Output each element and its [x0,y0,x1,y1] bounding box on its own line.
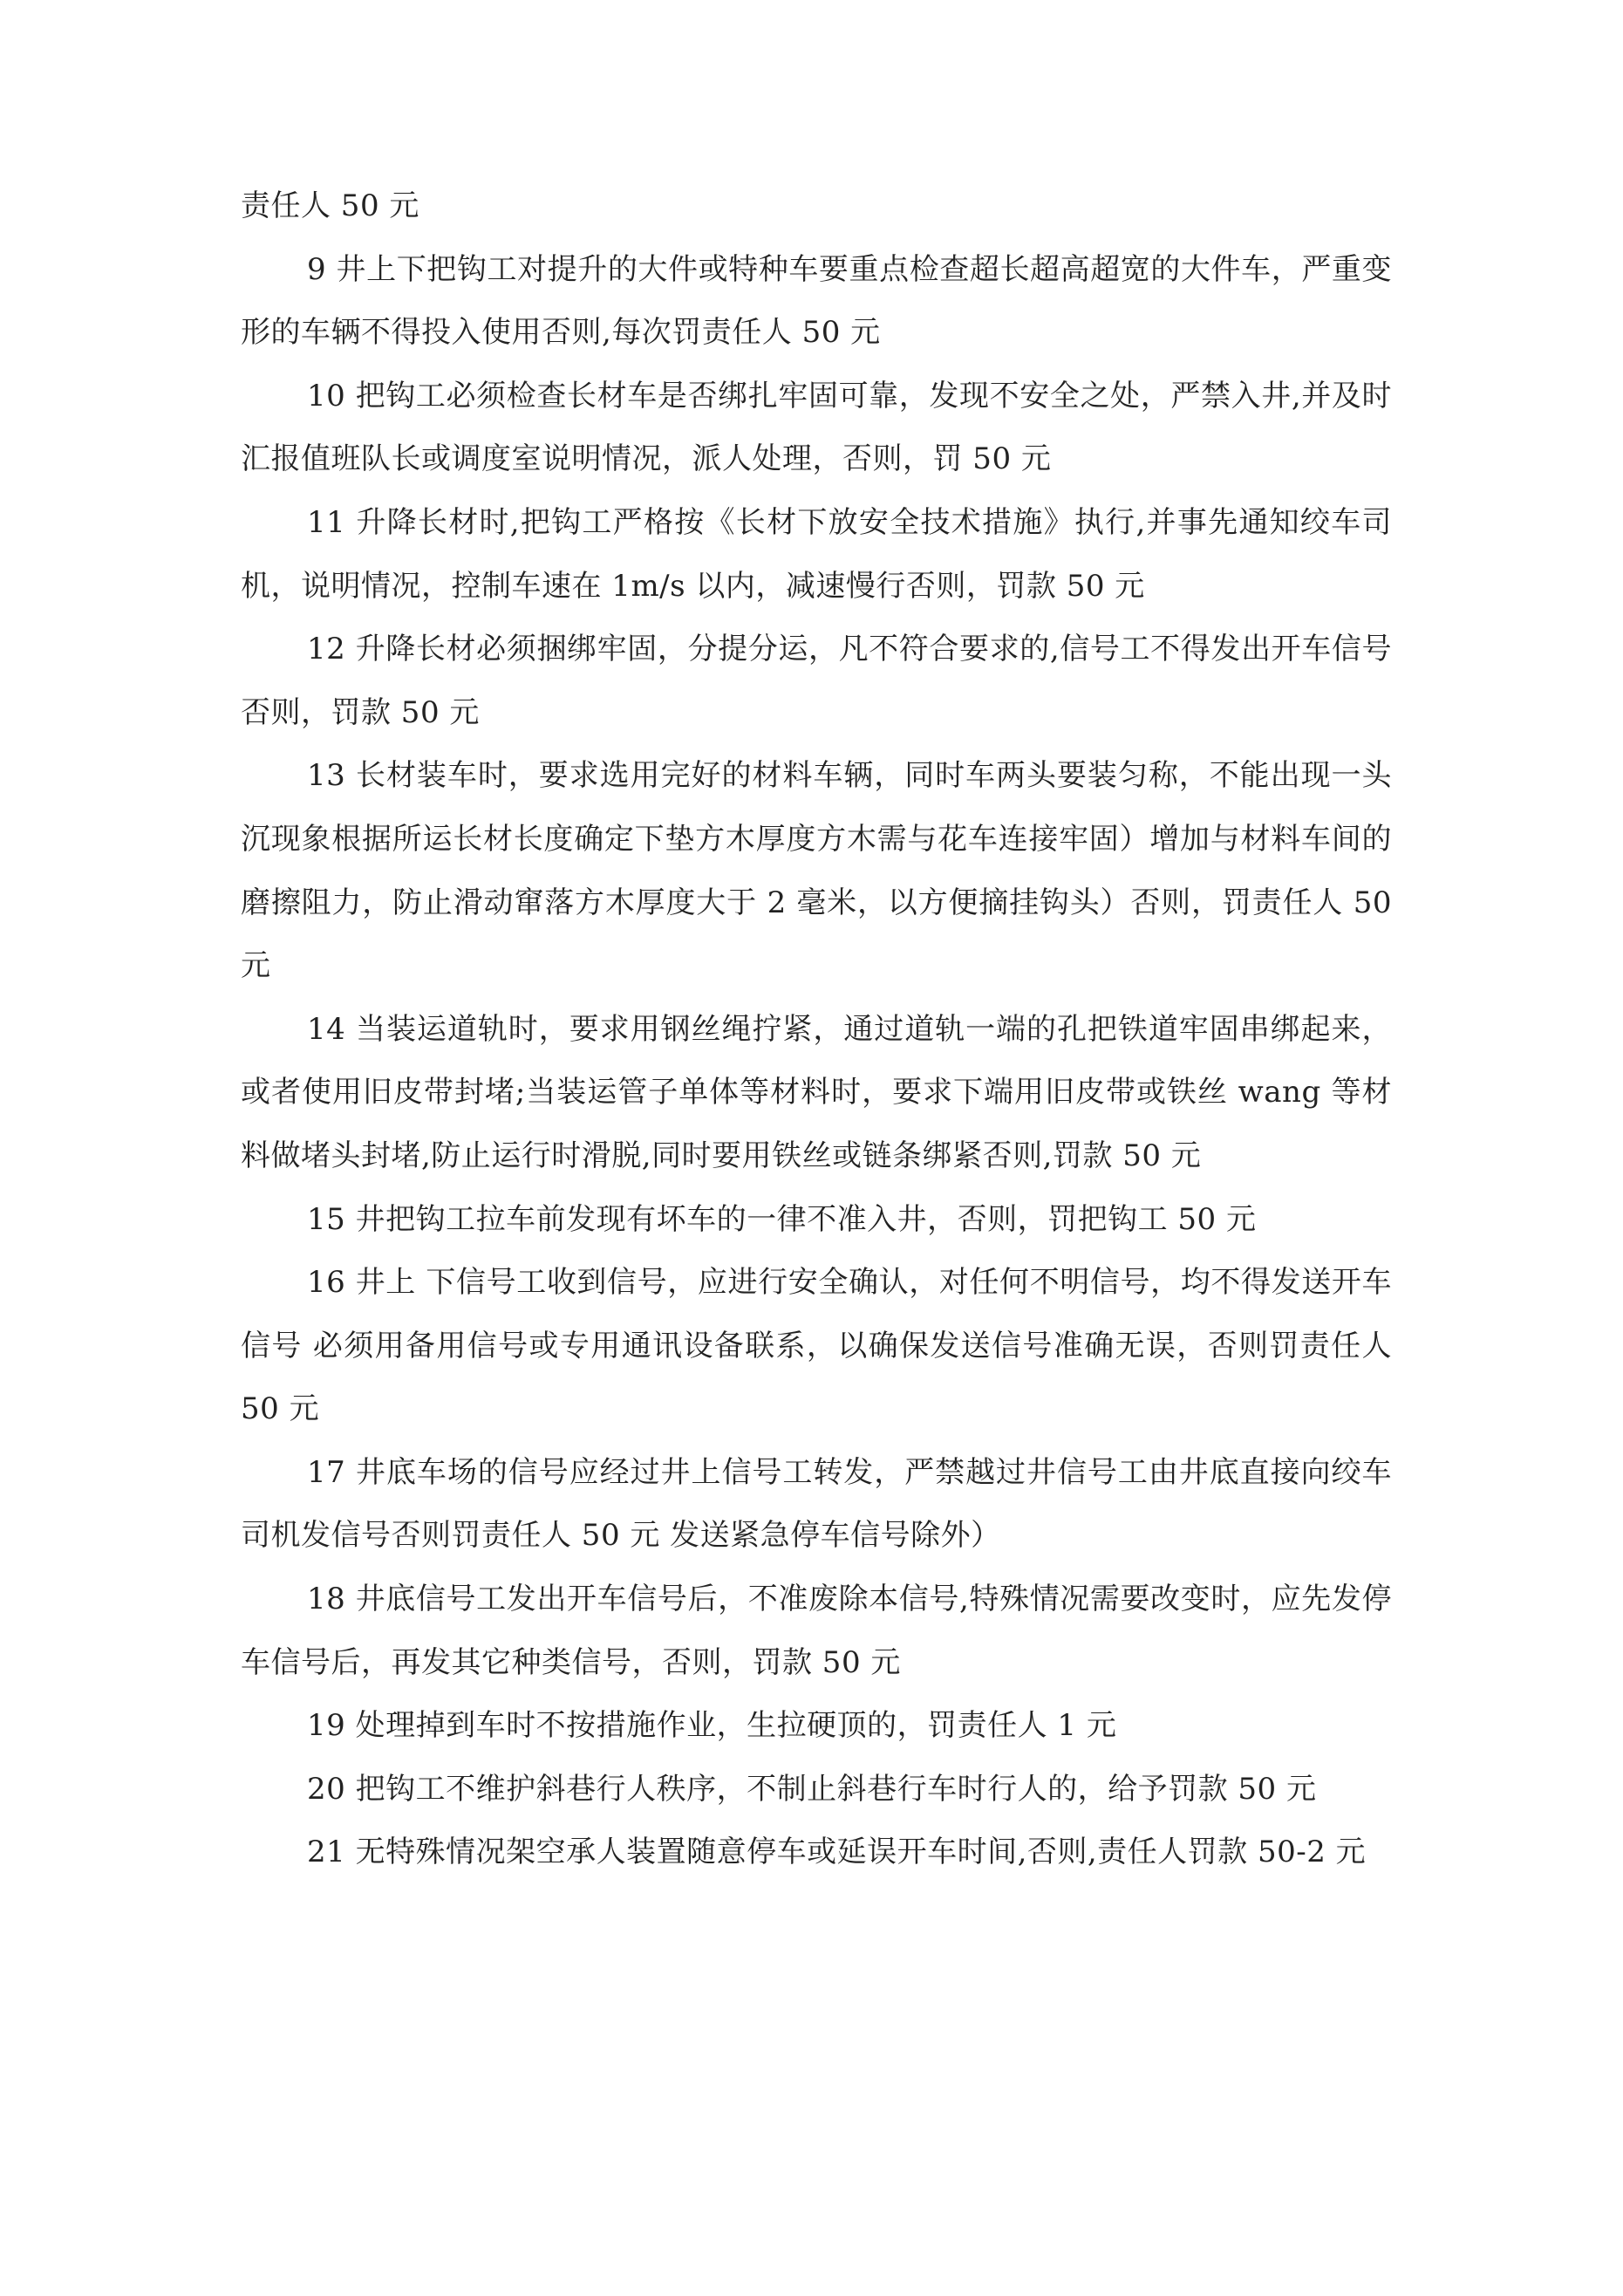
paragraph-item-12: 12 升降长材必须捆绑牢固，分提分运，凡不符合要求的,信号工不得发出开车信号否则，罚款 50 元 [241,632,1392,730]
paragraph-item-19: 19 处理掉到车时不按措施作业，生拉硬顶的，罚责任人 1 元 [307,1708,1117,1744]
paragraph-item-14: 14 当装运道轨时，要求用钢丝绳拧紧，通过道轨一端的孔把铁道牢固串绑起来，或者使用旧皮带封堵;当装运管子单体等材料时，要求下端用旧皮带或铁丝 wang 等材料做堵头封堵,防止运行时滑脱,同时要用铁丝或链条绑紧否则,罚款 50 元 [241,1011,1392,1173]
paragraph-item-18: 18 井底信号工发出开车信号后，不准废除本信号,特殊情况需要改变时，应先发停车信号后，再发其它种类信号，否则，罚款 50 元 [241,1582,1392,1680]
paragraph-item-11: 11 升降长材时,把钩工严格按《长材下放安全技术措施》执行,并事先通知绞车司机，说明情况，控制车速在 1m/s 以内，减速慢行否则，罚款 50 元 [241,504,1392,604]
paragraph-item-17: 17 井底车场的信号应经过井上信号工转发，严禁越过井信号工由井底直接向绞车司机发信号否则罚责任人 50 元 发送紧急停车信号除外） [241,1454,1392,1554]
paragraph-item-21: 21 无特殊情况架空承人装置随意停车或延误开车时间,否则,责任人罚款 50-2 元 [307,1835,1367,1870]
document-body [241,174,1392,1884]
paragraph-item-10: 10 把钩工必须检查长材车是否绑扎牢固可靠，发现不安全之处，严禁入井,并及时汇报值班队长或调度室说明情况，派人处理，否则，罚 50 元 [241,378,1392,477]
paragraph-item-9: 9 井上下把钩工对提升的大件或特种车要重点检查超长超高超宽的大件车，严重变形的车辆不得投入使用否则,每次罚责任人 50 元 [241,251,1392,351]
paragraph-item-15: 15 井把钩工拉车前发现有坏车的一律不准入井，否则，罚把钩工 50 元 [307,1201,1257,1237]
paragraph-continuation: 责任人 50 元 [241,188,419,223]
paragraph-item-16: 16 井上 下信号工收到信号，应进行安全确认，对任何不明信号，均不得发送开车信号 必须用备用信号或专用通讯设备联系，以确保发送信号准确无误，否则罚责任人 50 元 [241,1265,1392,1427]
paragraph-item-13: 13 长材装车时，要求选用完好的材料车辆，同时车两头要装匀称，不能出现一头沉现象根据所运长材长度确定下垫方木厚度方木需与花车连接牢固）增加与材料车间的磨擦阻力，防止滑动窜落方木厚度大于 2 毫米，以方便摘挂钩头）否则，罚责任人 50 元 [241,758,1392,984]
paragraph-item-20: 20 把钩工不维护斜巷行人秩序，不制止斜巷行车时行人的，给予罚款 50 元 [307,1771,1317,1807]
